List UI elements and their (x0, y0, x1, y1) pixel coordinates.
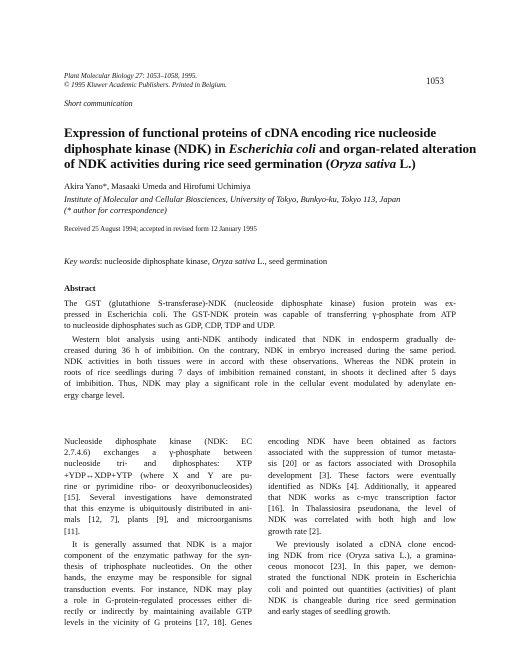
body-line: a role in G-protein-regulated processes either di- (64, 594, 252, 605)
affiliation-line-1: Institute of Molecular and Cellular Biosciences, University of Tokyo, Bunkyo-ku, Tokyo 113, Japan (64, 194, 401, 204)
author-list: Akira Yano*, Masaaki Umeda and Hirofumi Uchimiya (64, 181, 251, 191)
body-column-right (268, 436, 456, 617)
keywords-text: L., seed germination (255, 256, 328, 266)
body-line: mals [12, 7], plants [9], and microorganisms (64, 514, 252, 525)
body-line: development [3]. These factors were eventually (268, 469, 456, 480)
abstract-line: to nucleoside diphosphates such as GDP, CDP, TDP and UDP. (64, 320, 276, 331)
abstract-line: The GST (glutathione S-transferase)-NDK (nucleoside diphosphate kinase) fusion protein was ex- (64, 298, 456, 308)
body-line: identified as NDKs [4]. Additionally, it appeared (268, 480, 456, 491)
body-line: +YDP↔XDP+YTP (where X and Y are pu- (64, 469, 252, 480)
body-line: encoding NDK have been obtained as factors (268, 436, 456, 446)
body-line: NDK was correlated with both high and low (268, 514, 456, 525)
abstract-line: roots of rice seedlings during 7 days of imbibition remained constant, in shoots it declined after 5 days (64, 367, 456, 378)
page-number: 1053 (426, 76, 444, 86)
body-line: [11]. (64, 525, 80, 536)
body-column-left (64, 436, 252, 628)
body-line: component of the enzymatic pathway for the syn- (64, 550, 252, 561)
body-line: hands, the enzyme may be responsible for signal (64, 572, 252, 583)
body-line: sis [20] or as factors associated with Drosophila (268, 458, 456, 469)
title-line-1: Expression of functional proteins of cDNA encoding rice nucleoside (64, 125, 437, 140)
body-line: NDK is changeable during rice seed germination (268, 594, 456, 605)
abstract-line: pressed in Escherichia coli. The GST-NDK protein was capable of transferring γ-phosphate from ATP (64, 309, 456, 320)
title-text: L.) (396, 156, 416, 171)
body-line: that this enzyme is ubiquitously distributed in ani- (64, 503, 252, 514)
title-line-3 (64, 156, 452, 172)
body-line: rine or pyrimidine ribo- or deoxyribonucleosides) (64, 480, 252, 491)
body-line: Nucleoside diphosphate kinase (NDK: EC (64, 436, 252, 446)
abstract-line: creased during 36 h of imbibition. On the contrary, NDK in embryo increased during the same period. (64, 344, 456, 355)
keywords-text: : nucleoside diphosphate kinase, (99, 256, 212, 266)
body-line: thesis of triphosphate nucleotides. On the other (64, 561, 252, 572)
title-organism: Escherichia coli (228, 140, 316, 156)
journal-line-1: Plant Molecular Biology 27: 1053–1058, 1995. (64, 72, 198, 80)
body-line: that NDK works as c-myc transcription factor (268, 492, 456, 503)
title-text: of NDK activities during rice seed germination ( (64, 156, 331, 171)
title-species: Oryza sativa (330, 156, 397, 171)
abstract-line: of imbibition. Thus, NDK may play a significant role in the cellular event modulated by adenylate en- (64, 378, 456, 389)
body-line: 2.7.4.6) exchanges a γ-phosphate between (64, 447, 252, 458)
body-line: nucleoside tri- and diphosphates: XTP (64, 458, 252, 469)
section-label: Short communication (64, 99, 133, 108)
body-line: We previously isolated a cDNA clone encod- (276, 538, 456, 549)
body-line: associated with the suppression of tumor metasta- (268, 447, 456, 458)
title-text: and organ-related alteration (315, 140, 477, 156)
article-title (64, 125, 477, 172)
abstract-line: ergy charge level. (64, 389, 125, 400)
affiliation-line-2: (* author for correspondence) (64, 205, 167, 215)
body-line: coli and pointed out quantities (activities) of plant (268, 583, 456, 594)
journal-citation (64, 72, 364, 90)
body-line: strated the functional NDK protein in Escherichia (268, 572, 456, 583)
body-line: It is generally assumed that NDK is a major (72, 538, 252, 549)
body-line: growth rate [2]. (268, 525, 322, 536)
keywords (64, 256, 327, 266)
body-line: levels in the vicinity of G proteins [17, 18]. Genes (64, 617, 252, 628)
abstract-body (64, 298, 456, 401)
title-line-2 (64, 140, 477, 157)
body-line: [16]. In Thalassiosira pseudonana, the level of (268, 503, 456, 514)
abstract-heading: Abstract (64, 283, 96, 293)
journal-line-2: © 1995 Kluwer Academic Publishers. Printed in Belgium. (64, 81, 227, 89)
title-text: diphosphate kinase (NDK) in (64, 140, 229, 156)
abstract-line: Western blot analysis using anti-NDK antibody indicated that NDK in endosperm gradually de- (72, 333, 456, 344)
keywords-species: Oryza sativa (211, 256, 256, 266)
received-dates: Received 25 August 1994; accepted in revised form 12 January 1995 (64, 225, 257, 233)
affiliation (64, 194, 454, 216)
body-line: ceous monocot [23]. In this paper, we demon- (268, 561, 456, 572)
body-line: [15]. Several investigations have demonstrated (64, 492, 252, 503)
keywords-label: Key words (64, 256, 100, 266)
abstract-line: NDK activities in both tissues were in accord with these observations. Whereas the NDK protein in (64, 356, 456, 367)
body-line: rectly or indirectly by maintaining available GTP (64, 606, 252, 617)
body-line: and early stages of seedling growth. (268, 606, 391, 617)
body-line: ing NDK from rice (Oryza sativa L.), a gramina- (268, 550, 456, 561)
body-line: transduction events. For instance, NDK may play (64, 583, 252, 594)
